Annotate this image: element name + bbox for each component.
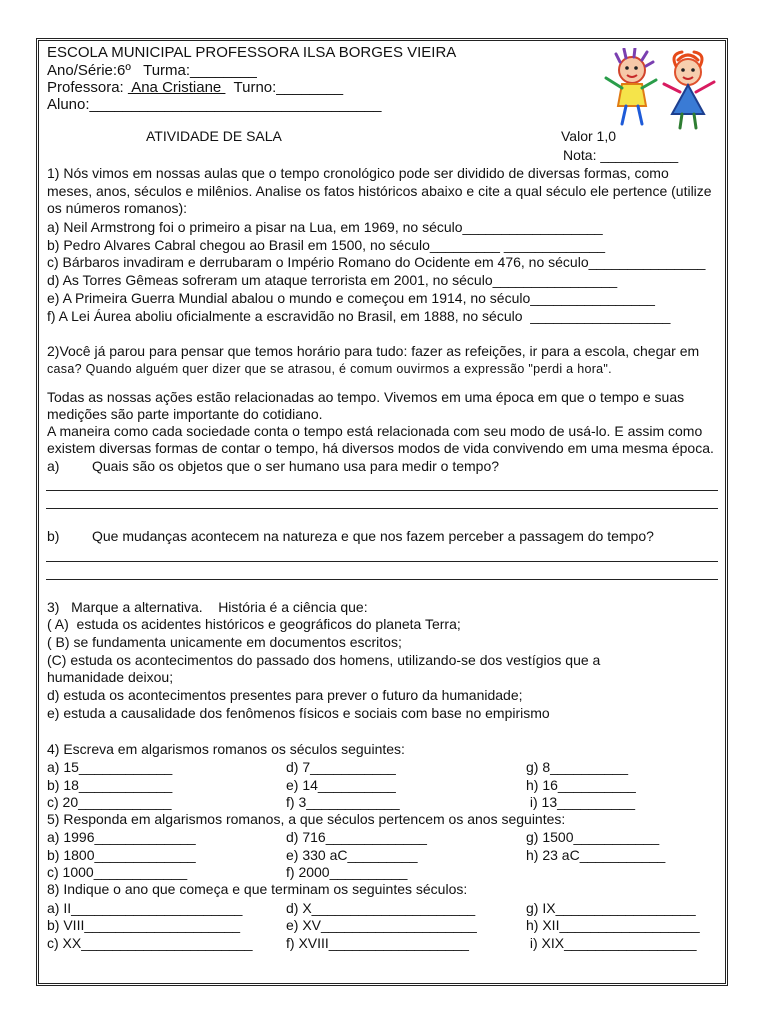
q2-paragraph-line-3: A maneira como cada sociedade conta o tempo está relacionada com seu modo de usá-lo. E assim como (47, 423, 703, 439)
ano-serie-turma[interactable]: Ano/Série:6º Turma:________ (47, 62, 257, 79)
answer-line[interactable] (46, 579, 718, 580)
answer-line[interactable] (46, 508, 718, 509)
q2-a-question: Quais são os objetos que o ser humano usa para medir o tempo? (92, 458, 500, 474)
q8-item-g[interactable]: g) IX__________________ (526, 900, 696, 916)
q4-item-f[interactable]: f) 3____________ (286, 794, 400, 810)
q2-paragraph-line-4: existem diversas formas de contar o tempo, há diversos modos de vida convivendo em uma mesma época. (47, 440, 714, 456)
q2-b-question: Que mudanças acontecem na natureza e que nos fazem perceber a passagem do tempo? (92, 528, 654, 544)
q2-line-2: casa? Quando alguém quer dizer que se atrasou, é comum ouvirmos a expressão "perdi a hora". (47, 362, 612, 376)
q5-item-h[interactable]: h) 23 aC___________ (526, 847, 666, 863)
q2-paragraph-line-1: Todas as nossas ações estão relacionadas ao tempo. Vivemos em uma época em que o tempo e suas (47, 389, 685, 405)
q1-item-e[interactable]: e) A Primeira Guerra Mundial abalou o mundo e começou em 1914, no século________________ (47, 290, 655, 306)
nota-field[interactable]: Nota: __________ (563, 147, 679, 163)
q8-item-f[interactable]: f) XVIII__________________ (286, 935, 469, 951)
q4-item-g[interactable]: g) 8__________ (526, 759, 628, 775)
valor-label: Valor 1,0 (561, 128, 616, 144)
professora-label: Professora: (47, 79, 128, 96)
q5-item-f[interactable]: f) 2000__________ (286, 864, 408, 880)
answer-line[interactable] (46, 490, 718, 491)
q4-item-h[interactable]: h) 16__________ (526, 777, 636, 793)
q3-option-c-cont: humanidade deixou; (47, 669, 174, 685)
q4-item-b[interactable]: b) 18____________ (47, 777, 173, 793)
professora-name: Ana Cristiane (127, 79, 226, 96)
q8-item-i[interactable]: i) XIX_________________ (526, 935, 697, 951)
q5-item-b[interactable]: b) 1800_____________ (47, 847, 196, 863)
q4-item-c[interactable]: c) 20____________ (47, 794, 172, 810)
q2-paragraph-line-2: medições são parte importante do cotidiano. (47, 406, 323, 422)
q4-item-e[interactable]: e) 14__________ (286, 777, 396, 793)
q8-item-a[interactable]: a) II______________________ (47, 900, 243, 916)
children-drawing-illustration (600, 48, 722, 130)
q8-item-b[interactable]: b) VIII____________________ (47, 917, 241, 933)
q5-item-e[interactable]: e) 330 aC_________ (286, 847, 418, 863)
q2-line-1: 2)Você já parou para pensar que temos horário para tudo: fazer as refeições, ir para a escola, chegar em (47, 343, 700, 359)
q1-intro-line-1: 1) Nós vimos em nossas aulas que o tempo cronológico pode ser dividido de diversas formas, como (47, 165, 669, 181)
q3-option-c[interactable]: (C) estuda os acontecimentos do passado dos homens, utilizando-se dos vestígios que a (47, 652, 601, 668)
q5-item-g[interactable]: g) 1500___________ (526, 829, 660, 845)
professora-line (47, 79, 343, 96)
q8-item-e[interactable]: e) XV____________________ (286, 917, 477, 933)
activity-title: ATIVIDADE DE SALA (146, 128, 282, 144)
q3-title: 3) Marque a alternativa. História é a ciência que: (47, 599, 368, 615)
q1-item-a[interactable]: a) Neil Armstrong foi o primeiro a pisar na Lua, em 1969, no século__________________ (47, 219, 603, 235)
q8-item-c[interactable]: c) XX______________________ (47, 935, 253, 951)
q1-item-c[interactable]: c) Bárbaros invadiram e derrubaram o Império Romano do Ocidente em 476, no século_______________ (47, 254, 706, 270)
answer-line[interactable] (46, 561, 718, 562)
q4-item-d[interactable]: d) 7___________ (286, 759, 396, 775)
q3-option-a[interactable]: ( A) estuda os acidentes históricos e geográficos do planeta Terra; (47, 616, 461, 632)
q8-item-d[interactable]: d) X_____________________ (286, 900, 476, 916)
q1-item-b[interactable]: b) Pedro Alvares Cabral chegou ao Brasil em 1500, no século_________ _____________ (47, 237, 606, 253)
q3-option-d[interactable]: d) estuda os acontecimentos presentes para prever o futuro da humanidade; (47, 687, 523, 703)
aluno-field[interactable]: Aluno:___________________________________ (47, 96, 382, 113)
q8-item-h[interactable]: h) XII__________________ (526, 917, 700, 933)
q4-item-a[interactable]: a) 15____________ (47, 759, 173, 775)
q1-intro-line-3: os números romanos): (47, 200, 188, 216)
q3-option-b[interactable]: ( B) se fundamenta unicamente em documentos escritos; (47, 634, 402, 650)
q2-b-label: b) (47, 528, 60, 544)
q3-option-e[interactable]: e) estuda a causalidade dos fenômenos físicos e sociais com base no empirismo (47, 705, 550, 721)
q4-title: 4) Escreva em algarismos romanos os séculos seguintes: (47, 741, 405, 757)
q1-item-d[interactable]: d) As Torres Gêmeas sofreram um ataque terrorista em 2001, no século________________ (47, 272, 618, 288)
q1-item-f[interactable]: f) A Lei Áurea aboliu oficialmente a escravidão no Brasil, em 1888, no século __________________ (47, 308, 671, 324)
q5-item-d[interactable]: d) 716_____________ (286, 829, 427, 845)
q2-a-label: a) (47, 458, 60, 474)
q1-intro-line-2: meses, anos, séculos e milênios. Analise os fatos históricos abaixo e cite a qual século ele pertence (utilize (47, 183, 712, 199)
q5-item-a[interactable]: a) 1996_____________ (47, 829, 196, 845)
turno-field[interactable]: Turno:________ (225, 79, 344, 96)
school-name: ESCOLA MUNICIPAL PROFESSORA ILSA BORGES VIEIRA (47, 44, 457, 61)
q5-item-c[interactable]: c) 1000____________ (47, 864, 188, 880)
q4-item-i[interactable]: i) 13__________ (526, 794, 635, 810)
q8-title: 8) Indique o ano que começa e que terminam os seguintes séculos: (47, 881, 468, 897)
q5-title: 5) Responda em algarismos romanos, a que séculos pertencem os anos seguintes: (47, 811, 566, 827)
